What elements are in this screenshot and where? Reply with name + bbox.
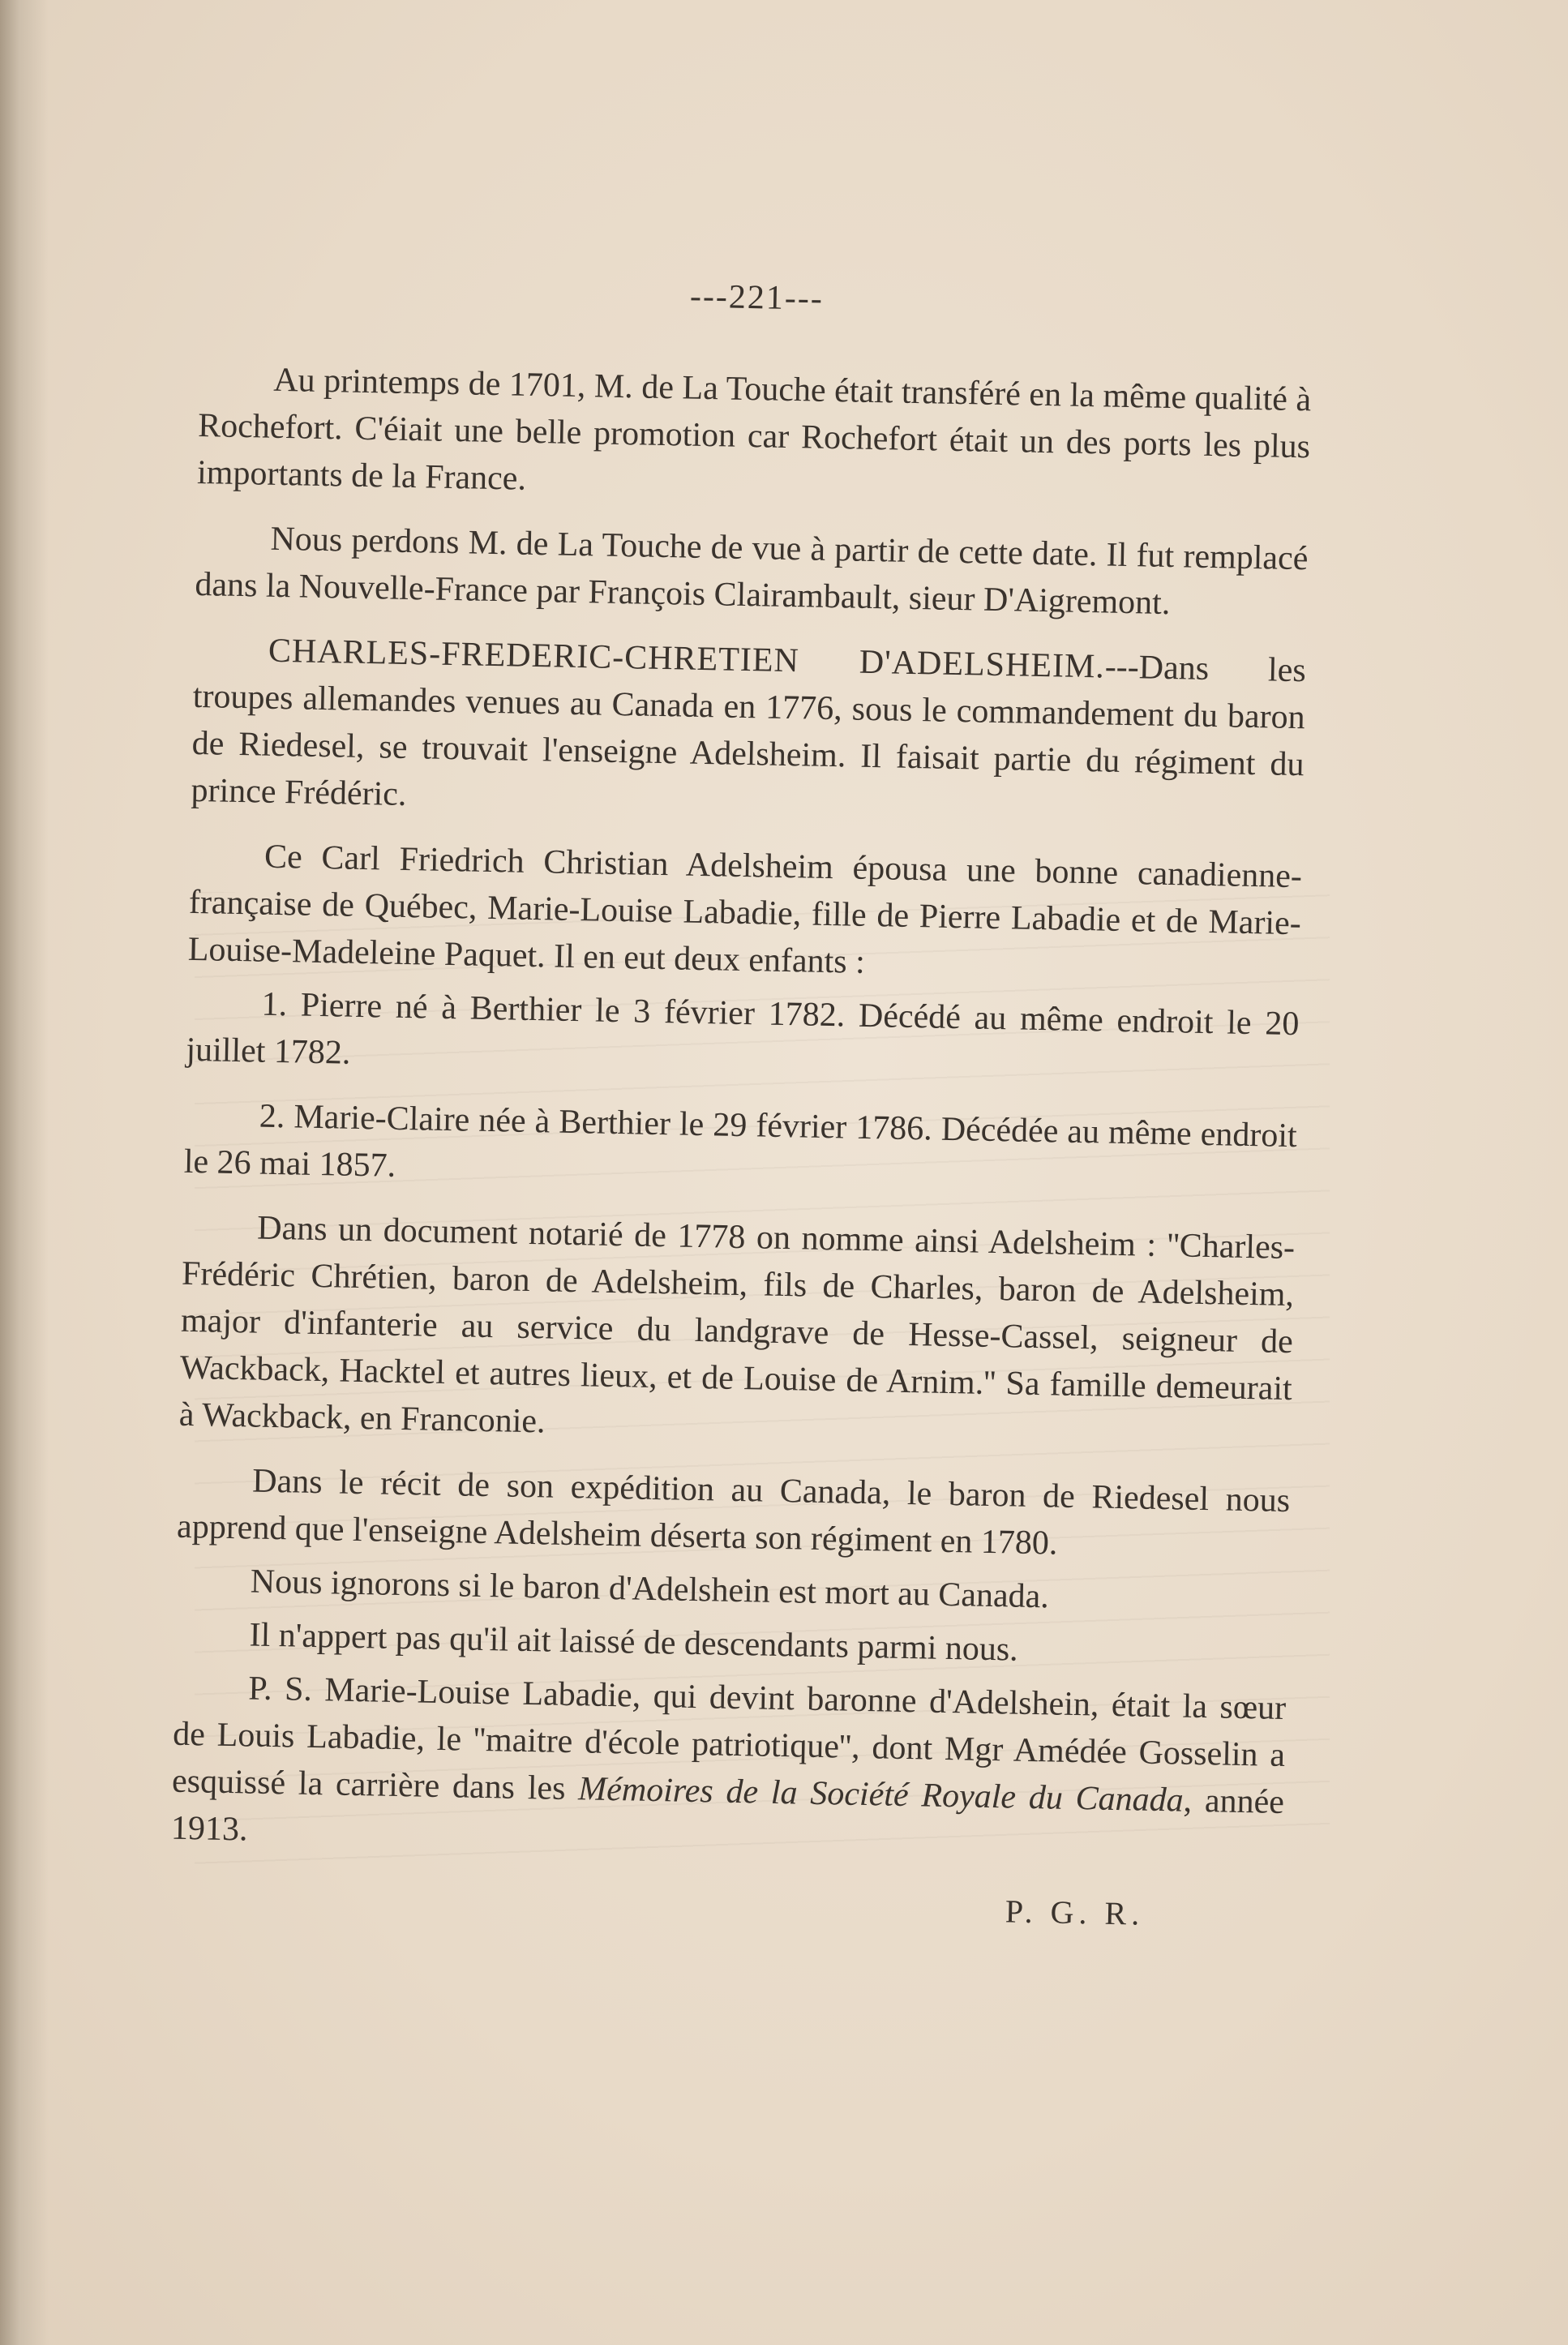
page-number: ---221--- [689, 277, 825, 318]
paragraph-postscript [170, 1664, 1286, 1873]
binding-gutter-shadow [0, 0, 49, 2345]
page-content [169, 268, 1313, 1936]
postscript-publication-title: Mémoires de la Société Royale du Canada [577, 1770, 1185, 1820]
paragraph-adelsheim-marriage: Ce Carl Friedrich Christian Adelsheim épousa une bonne canadienne-française de Québec, Marie-Louise Labadie, fille de Pierre Labadie et de Marie-Louise-Madeleine Paquet. Il en eut deux enfants : [187, 838, 1303, 981]
paragraph-child-pierre: 1. Pierre né à Berthier le 3 février 1782. Décédé au même endroit le 20 juillet 1782. [186, 985, 1300, 1072]
postscript-text-end: , année 1913. [170, 1781, 1285, 1849]
paragraph-no-descendants: Il n'appert pas qu'il ait laissé de descendants parmi nous. [249, 1616, 1019, 1669]
paragraph-adelsheim-intro [191, 626, 1306, 835]
paragraph-la-touche-replaced: Nous perdons M. de La Touche de vue à partir de cette date. Il fut remplacé dans la Nouvelle-France par François Clairambault, sieur D'Aigremont. [195, 520, 1309, 623]
section-heading-adelsheim: CHARLES-FREDERIC-CHRETIEN D'ADELSHEIM. [268, 632, 1106, 686]
paragraph-adelsheim-intro-text: ---Dans les troupes allemandes venues au Canada en 1776, sous le commandement du baron de Riedesel, se trouvait l'enseigne Adelsheim. Il faisait partie du régiment du prince Frédéric. [191, 648, 1307, 813]
postscript-text-start: P. S. Marie-Louise Labadie, qui devint baronne d'Adelshein, était la sœur de Louis Labadie, le ''maitre d'école patriotique'', dont Mgr Amédée Gosselin a esquissé la carrière dans les [171, 1670, 1287, 1808]
author-signature: P. G. R. [1005, 1893, 1145, 1932]
paragraph-notarial-document: Dans un document notarié de 1778 on nomme ainsi Adelsheim : ''Charles-Frédéric Chrétien, baron de Adelsheim, fils de Charles, baron de Adelsheim, major d'infanterie au service du landgrave de Hesse-Cassel, seigneur de Wackback, Hacktel et autres lieux, et de Louise de Arnim.'' Sa famille demeurait à Wackback, en Franconie. [178, 1209, 1296, 1441]
paragraph-la-touche-rochefort: Au printemps de 1701, M. de La Touche était transféré en la même qualité à Rochefort. C'éiait une belle promotion car Rochefort était un des ports les plus importants de la France. [196, 361, 1312, 498]
paragraph-riedesel-account: Dans le récit de son expédition au Canada, le baron de Riedesel nous apprend que l'enseigne Adelsheim déserta son régiment en 1780. [176, 1462, 1291, 1563]
paragraph-child-marie-claire: 2. Marie-Claire née à Berthier le 29 février 1786. Décédée au même endroit le 26 mai 1857. [183, 1097, 1298, 1185]
paragraph-death-unknown: Nous ignorons si le baron d'Adelshein est mort au Canada. [250, 1563, 1050, 1616]
